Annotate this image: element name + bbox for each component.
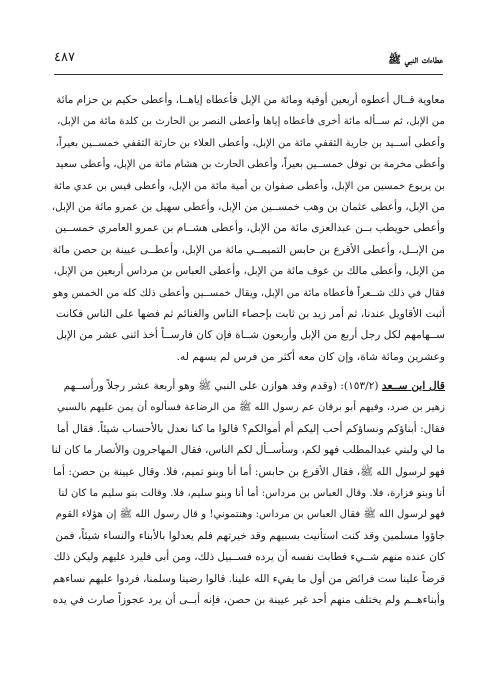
paragraph-2 [52,376,445,611]
text-line: جاؤوا مسلمين وقد كنت استأنيت بسبيهم وقد خيرتهم فلم يعدلوا بالأبناء والنساء شيئاً، فمن [55,529,445,542]
text-line: من الإبل، وأعطى مالك بن عوف مائة من الإبل، وأعطى العباس بن مرداس أربعين من الإبل، [53,265,445,278]
text-line: من الإبل، ثم ســأله مائة أخرى فأعطاه إياها وأعطى النصر بن الحارث بن كلدة مائة من الإبل، [57,116,445,128]
text-line: فقال: أبناؤكم ونساؤكم أحب إليكم أم أموالكم؟ قالوا ما كنا نعدل بالأحساب شيئاً. فقال أما [56,422,445,435]
text-line: وأعطى حويطب بــن عبدالعزى مائة من الإبل، وأعطى هشــام بن عمرو العامري خمســين [55,222,445,235]
source-citation-rest: (١٥٣/٢): (وقدم وفد هوازن على النبي ﷺ وهو أربعة عشر رجلاً ورأســهم [63,380,382,393]
text-line: قرضاً علينا ست فرائض من أول ما يفيء الله علينا. قالوا رضينا وسلمنا، فردوا عليهم نساءهم [52,572,445,585]
text-line: وأبناءهــم ولم يختلف منهم أحد غير عيينة بن حصن، فإنه أبــى أن يرد عجوزاً صارت في يده [52,593,445,606]
text-line: وأعطى مخرمة بن نوفل خمســين بعيراً، وأعطى الحارث بن هشام مائة من الإبل، وأعطى سعيد [55,159,445,171]
text-line: فهو لرسول الله ﷺ، فقال الأقرع بن حابس: أما أنا وبنو تميم، فلا. وقال عيينة بن حصن: أما [53,465,445,478]
text-line: بن يربوع خمسين من الإبل، وأعطى صفوان بن أمية مائة من الإبل، وأعطى قيس بن عدي مائة [53,180,445,192]
paragraph-gap [52,368,445,376]
source-citation-lead: قال ابن ســعد [381,380,445,393]
running-header [54,44,443,74]
text-line: وعشرين ومائة شاة، وإن كان معه أكثر من فرس لم يسهم له. [176,350,445,363]
text-line: فقال في ذلك شــعراً فأعطاه مائة من الإبل، ويقال خمســين وأعطى ذلك كله من الخمس وهو [52,287,445,299]
text-line: من الإبــل، وأعطى الأقرع بن حابس التميمــي مائة من الإبل، وأعطــى عيينة بن حصن مائة [52,243,445,256]
paragraph-1 [52,90,445,368]
header-rule [54,74,443,75]
text-line: من الإبل، وأعطى عثمان بن وهب خمســين من الإبل، وأعطى سهيل بن عمرو مائة من الإبل، [52,200,445,213]
text-line: ما لي ولبني عبدالمطلب فهو لكم، وسأســأل لكم الناس، فقال المهاجرون والأنصار ما كان لنا [52,444,445,457]
text-line: معاوية قــال أعطوه أربعين أوقية ومائة من الإبل فأعطاه إياهــا، وأعطى حكيم بن حزام مائة [56,94,445,106]
text-line [52,376,445,397]
text-line: أثبت الأقاويل عندنا، ثم أمر زيد بن ثابت بإحصاء الناس والغنائم ثم فضها على الناس فكانت [55,307,445,320]
text-line: ســهامهم لكل رجل أربع من الإبل وأربعون شــاة فإن كان فارســاً أخذ اثنى عشر من الإبل [56,329,445,342]
text-line: كان عنده منهم شــيء فطابت نفسه أن يرده فســبيل ذلك، ومن أبى فليرد عليهم وليكن ذلك [53,551,445,564]
text-line: وأعطى أســيد بن جارية الثقفي مائة من الإبل، وأعطى العلاء بن حارثة الثقفي خمســين بعيراً، [55,137,445,149]
page-body [52,90,445,611]
running-header-title: عطاءات النبي ﷺ [388,54,443,66]
text-line: زهير بن صرد، وفيهم أبو برقان عم رسول الله ﷺ من الرضاعة فسألوه أن يمن عليهم بالسبي [56,402,445,414]
page-number: ٤٨٧ [54,50,75,65]
text-line: فهو لرسول الله ﷺ فقال العباس بن مرداس: وهنتموني! و قال رسول الله ﷺ إن هؤلاء القوم [55,509,445,521]
text-line: أنا وبنو فزارة، فلا. وقال العباس بن مرداس: أما أنا وبنو سليم، فلا. وقالت بنو سليم ما كان لنا [58,488,445,500]
